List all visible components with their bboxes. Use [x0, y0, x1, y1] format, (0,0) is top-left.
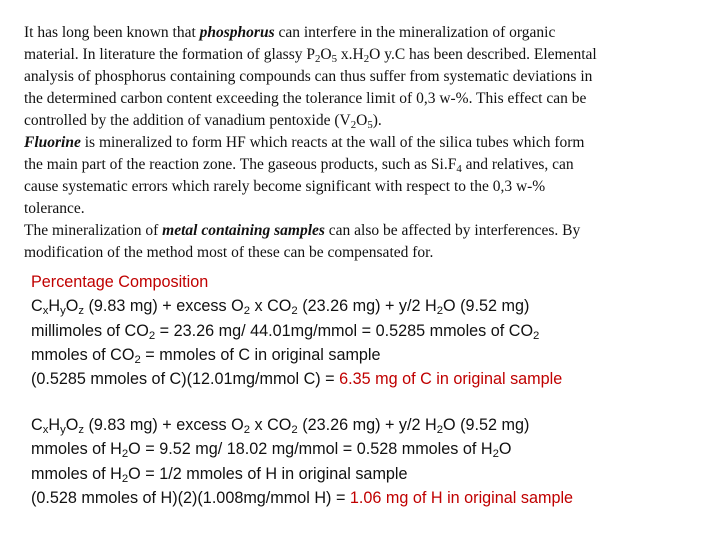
calculation-line: (0.528 mmoles of H)(2)(1.008mg/mmol H) = 1.06 mg of H in original sample [31, 488, 574, 507]
paragraph-line: controlled by the addition of vanadium pentoxide $(V_2O_5)$. [24, 112, 382, 131]
paragraph-line: the determined carbon content exceeding the tolerance limit of 0,3 w-%. This effect can be [24, 90, 587, 107]
paragraph-line: analysis of phosphorus containing compounds can thus suffer from systematic deviations in [24, 68, 593, 85]
paragraph-line: Fluorine is mineralized to form HF which reacts at the wall of the silica tubes which form [24, 134, 585, 151]
calculation-line: mmoles of $H_2O = 1/2$ mmoles of H in original sample [31, 464, 408, 485]
fluorine-term: Fluorine [24, 134, 81, 151]
paragraph-line: It has long been known that phosphorus can interfere in the mineralization of organic [24, 24, 556, 41]
section-heading: Percentage Composition [31, 273, 209, 291]
calculation-line: millimoles of $CO_2 = 23.26$ mg/ 44.01mg/mmol = 0.5285 mmoles of $CO_2$ [31, 321, 540, 342]
paragraph-line: cause systematic errors which rarely become significant with respect to the 0,3 w-% [24, 178, 546, 195]
metal-samples-term: metal containing samples [162, 222, 325, 239]
paragraph-line: The mineralization of metal containing samples can also be affected by interferences. By [24, 222, 581, 239]
calculation-line: (0.5285 mmoles of C)(12.01mg/mmol C) = 6.35 mg of C in original sample [31, 370, 563, 389]
combustion-equation: $C_xH_yO_z$ (9.83 mg) + excess $O_2$ x $CO_2$ (23.26 mg) + y/2 $H_2O$ (9.52 mg) [31, 297, 530, 318]
hydrogen-calculation [31, 413, 573, 510]
paragraph-line: tolerance. [24, 200, 85, 217]
paragraph-line: modification of the method most of these can be compensated for. [24, 244, 434, 261]
calculation-line: mmoles of $H_2O = 9.52$ mg/ 18.02 mg/mmol = 0.528 mmoles of $H_2O$ [31, 440, 512, 461]
calculation-line: mmoles of $CO_2$ = mmoles of C in original sample [31, 345, 381, 366]
hydrogen-result: 1.06 mg of H in original sample [349, 488, 574, 507]
interference-paragraph [24, 22, 696, 264]
phosphorus-term: phosphorus [199, 24, 275, 41]
carbon-calculation [31, 270, 562, 391]
paragraph-line: the main part of the reaction zone. The gaseous products, such as $Si.F_4$ and relatives, can [24, 156, 574, 175]
carbon-result: 6.35 mg of C in original sample [339, 370, 563, 389]
combustion-equation: $C_xH_yO_z$ (9.83 mg) + excess $O_2$ x $CO_2$ (23.26 mg) + y/2 $H_2O$ (9.52 mg) [31, 416, 530, 436]
paragraph-line: material. In literature the formation of glassy $P_2O_5$ $x.H_2O$ y.C has been described. Elemental [24, 46, 597, 65]
